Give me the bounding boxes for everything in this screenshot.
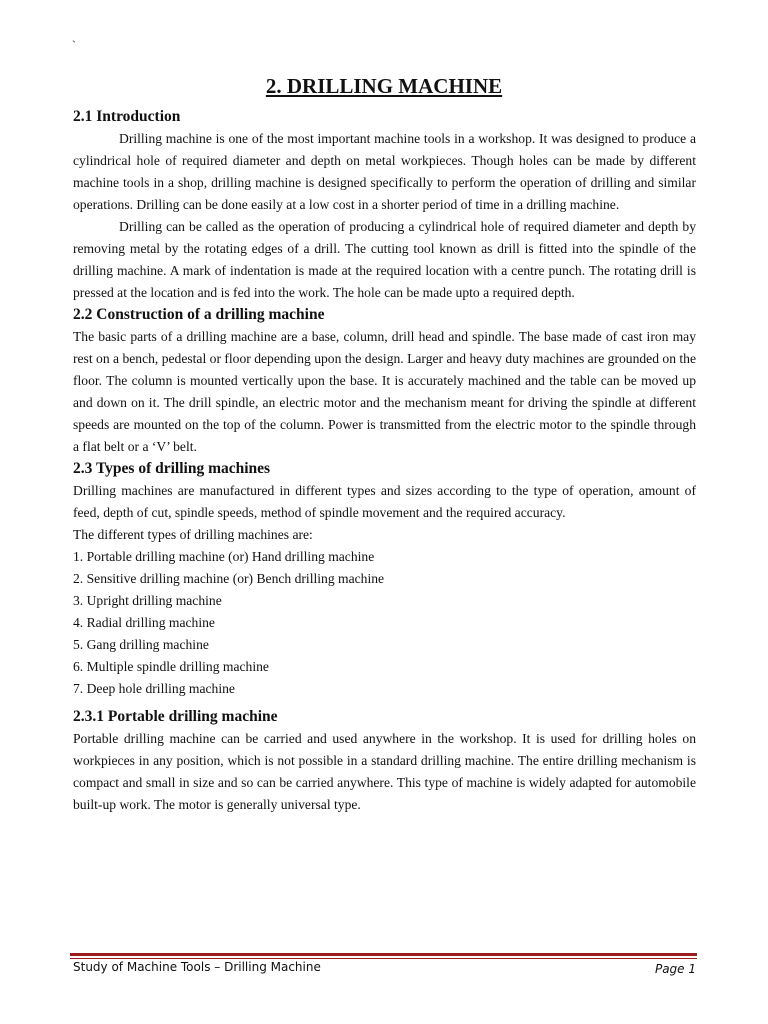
footer-rule-thin xyxy=(70,958,697,959)
list-item: 3. Upright drilling machine xyxy=(73,593,222,608)
list-item: 5. Gang drilling machine xyxy=(73,637,209,652)
types-lead: The different types of drilling machines are: xyxy=(73,527,313,542)
list-item: 1. Portable drilling machine (or) Hand drilling machine xyxy=(73,549,375,564)
list-item: 2. Sensitive drilling machine (or) Bench drilling machine xyxy=(73,571,385,586)
section-heading-portable: 2.3.1 Portable drilling machine xyxy=(73,708,278,725)
list-item: 7. Deep hole drilling machine xyxy=(73,681,235,696)
footer-title: Study of Machine Tools – Drilling Machine xyxy=(73,960,321,974)
page-title: 2. DRILLING MACHINE xyxy=(265,74,503,98)
stray-mark: ` xyxy=(72,38,76,52)
section-heading-construction: 2.2 Construction of a drilling machine xyxy=(73,306,325,323)
list-item: 6. Multiple spindle drilling machine xyxy=(73,659,269,674)
portable-paragraph: Portable drilling machine can be carried and used anywhere in the workshop. It is used for drilling holes on workpieces in any position, which is not possible in a standard drilling machine. The entire drilling mechanism is compact and small in size and so can be carried anywhere. This type of machine is widely adapted for automobile built-up work. The motor is generally universal type. xyxy=(73,731,696,812)
types-list xyxy=(73,546,696,700)
types-paragraph: Drilling machines are manufactured in different types and sizes according to the type of operation, amount of feed, depth of cut, spindle speeds, method of spindle movement and the required accuracy. xyxy=(73,483,696,520)
document-body xyxy=(73,106,696,816)
footer-rule-thick xyxy=(70,953,697,956)
intro-paragraph-1: Drilling machine is one of the most important machine tools in a workshop. It was designed to produce a cylindrical hole of required diameter and depth on metal workpieces. Though holes can be made by different machine tools in a shop, drilling machine is designed specifically to perform the operation of drilling and similar operations. Drilling can be done easily at a low cost in a shorter period of time in a drilling machine. xyxy=(73,131,696,212)
section-heading-types: 2.3 Types of drilling machines xyxy=(73,460,271,477)
page-number: Page 1 xyxy=(654,962,696,976)
construction-paragraph: The basic parts of a drilling machine are a base, column, drill head and spindle. The base made of cast iron may rest on a bench, pedestal or floor depending upon the design. Larger and heavy duty machines are grounded on the floor. The column is mounted vertically upon the base. It is accurately machined and the table can be moved up and down on it. The drill spindle, an electric motor and the mechanism meant for driving the spindle at different speeds are mounted on the top of the column. Power is transmitted from the electric motor to the spindle through a flat belt or a ‘V’ belt. xyxy=(73,329,696,454)
section-heading-introduction: 2.1 Introduction xyxy=(73,108,181,125)
intro-paragraph-2: Drilling can be called as the operation of producing a cylindrical hole of required diameter and depth by removing metal by the rotating edges of a drill. The cutting tool known as drill is fitted into the spindle of the drilling machine. A mark of indentation is made at the required location with a centre punch. The rotating drill is pressed at the location and is fed into the work. The hole can be made upto a required depth. xyxy=(73,219,696,300)
list-item: 4. Radial drilling machine xyxy=(73,615,215,630)
